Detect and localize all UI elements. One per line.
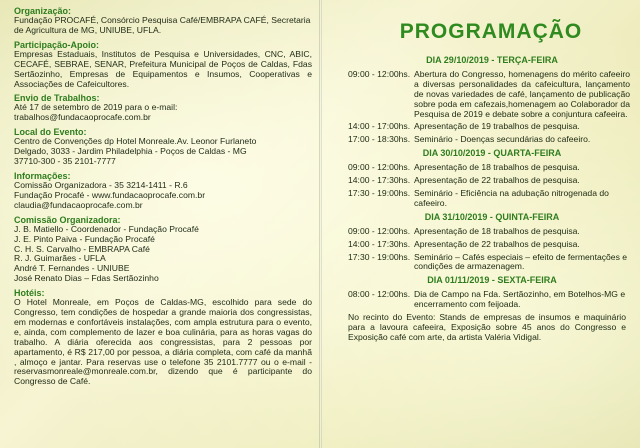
schedule-row bbox=[334, 240, 630, 250]
participacao-heading: Participação-Apoio: bbox=[14, 39, 100, 50]
day-block bbox=[334, 276, 630, 310]
day-block bbox=[334, 213, 630, 273]
schedule-time: 14:00 - 17:30hs. bbox=[348, 175, 411, 186]
schedule-time: 09:00 - 12:00hs. bbox=[348, 162, 411, 173]
schedule-time: 17:00 - 18:30hs. bbox=[348, 134, 411, 145]
organizacao-heading: Organização: bbox=[14, 6, 72, 16]
comissao-section bbox=[14, 215, 312, 284]
local-line: Delgado, 3033 - Jardim Philadelphia - Poços de Caldas - MG bbox=[14, 146, 247, 157]
schedule-time: 08:00 - 12:00hs. bbox=[348, 289, 411, 300]
schedule-desc: Seminário - Doenças secundárias do cafeeiro. bbox=[414, 134, 591, 145]
schedule-desc: Apresentação de 22 trabalhos de pesquisa. bbox=[414, 175, 580, 186]
local-section bbox=[14, 127, 312, 167]
hoteis-heading: Hotéis: bbox=[14, 288, 45, 299]
schedule-time: 09:00 - 12:00hs. bbox=[348, 225, 411, 236]
comissao-member: J. B. Matiello - Coordenador - Fundação Procafé bbox=[14, 223, 199, 234]
schedule-row bbox=[334, 176, 630, 186]
schedule-row bbox=[334, 163, 630, 173]
schedule-desc: Seminário – Cafés especiais – efeito de fermentações e condições de armazenagem. bbox=[414, 251, 628, 272]
schedule-desc: Apresentação de 19 trabalhos de pesquisa. bbox=[414, 121, 580, 132]
organizacao-text: Fundação PROCAFÉ, Consórcio Pesquisa Café/EMBRAPA CAFÉ, Secretaria de Agricultura de MG, UNIUBE, UFLA. bbox=[14, 15, 311, 35]
schedule-time: 14:00 - 17:00hs. bbox=[348, 121, 411, 132]
envio-email[interactable]: trabalhos@fundacaoprocafe.com.br bbox=[14, 112, 151, 123]
local-line: 37710-300 - 35 2101-7777 bbox=[14, 156, 116, 167]
schedule-row bbox=[334, 122, 630, 132]
day-block bbox=[334, 149, 630, 209]
comissao-member: José Renato Dias – Fdas Sertãozinho bbox=[14, 273, 159, 284]
schedule-time: 09:00 - 12:00hs. bbox=[348, 68, 411, 79]
local-heading: Local do Evento: bbox=[14, 127, 87, 138]
organizacao-section bbox=[14, 6, 312, 36]
participacao-text: Empresas Estaduais, Institutos de Pesquisa e Universidades, CNC, ABIC, CECAFÉ, SEBRAE, SENAR, Prefeitura Municipal de Poços de Caldas, Fdas Sertãozinho, Empresas de Equipamentos e Insumos, Cooperativas e Associações de Cafeicultores. bbox=[14, 48, 312, 89]
informacoes-phone: Comissão Organizadora - 35 3214-1411 - R.6 bbox=[14, 179, 188, 190]
informacoes-email[interactable]: claudia@fundacaoprocafe.com.br bbox=[14, 199, 143, 210]
day-heading: DIA 01/11/2019 - SEXTA-FEIRA bbox=[427, 275, 557, 286]
informacoes-heading: Informações: bbox=[14, 170, 71, 181]
comissao-member: C. H. S. Carvalho - EMBRAPA Café bbox=[14, 243, 150, 254]
participacao-section bbox=[14, 40, 312, 90]
hoteis-text: O Hotel Monreale, em Poços de Caldas-MG, escolhido para sede do Congresso, tem condições de hospedar a grande maioria dos congressistas, em modernas e confortáveis instalações, com ampla estrutura para o evento, e, ainda, com complemento de lazer e boa culinária, para as horas vagas do trabalho. A diária oferecida aos congressistas, para 2 pessoas por apartamento, é R$ 217,00 por pessoa, a diária completa, com café da manhã , almoço e jantar. Para reservas use o telefone 35 2101.7777 ou o e-mail - reservasmonreale@monreale.com.br, dizendo que é participante do Congresso de Café. bbox=[14, 297, 312, 387]
fold-divider bbox=[319, 0, 322, 448]
event-footer-note: No recinto do Evento: Stands de empresas de insumos e maquinário para a lavoura cafeeira, Exposição sobre 45 anos do Congresso e Exposição café com arte, da artista Valéria Vidigal. bbox=[348, 312, 626, 342]
day-heading: DIA 31/10/2019 - QUINTA-FEIRA bbox=[424, 211, 560, 222]
programacao-title: PROGRAMAÇÃO bbox=[399, 20, 583, 43]
schedule-time: 14:00 - 17:30hs. bbox=[348, 238, 411, 249]
comissao-heading: Comissão Organizadora: bbox=[14, 214, 121, 225]
schedule-row bbox=[334, 227, 630, 237]
comissao-member: J. E. Pinto Paiva - Fundação Procafé bbox=[14, 233, 155, 244]
informacoes-website[interactable]: Fundação Procafé - www.fundacaoprocafe.com.br bbox=[14, 189, 206, 200]
schedule-time: 17:30 - 19:00hs. bbox=[348, 187, 411, 198]
envio-section bbox=[14, 93, 312, 123]
day-heading: DIA 29/10/2019 - TERÇA-FEIRA bbox=[426, 55, 558, 65]
schedule-desc: Abertura do Congresso, homenagens do mérito cafeeiro a diversas personalidades da cafeicultura, lançamento de novas variedades de café, lançamento de publicação sobre poda em cafezais,homenagem ao Colaborador da Pesquisa de 2019 e debate sobre a conjuntura cafeeira. bbox=[414, 68, 630, 119]
schedule-row bbox=[334, 135, 630, 145]
schedule-desc: Apresentação de 18 trabalhos de pesquisa. bbox=[414, 162, 580, 173]
schedule-row bbox=[334, 70, 630, 120]
schedule-desc: Apresentação de 18 trabalhos de pesquisa. bbox=[414, 225, 580, 236]
local-line: Centro de Convenções dp Hotel Monreale.Av. Leonor Furlaneto bbox=[14, 136, 257, 147]
hoteis-section bbox=[14, 288, 312, 387]
schedule-desc: Dia de Campo na Fda. Sertãozinho, em Botelhos-MG e encerramento com feijoada. bbox=[414, 289, 626, 310]
informacoes-section bbox=[14, 171, 312, 211]
day-block bbox=[334, 56, 630, 145]
schedule-row bbox=[334, 290, 630, 310]
comissao-member: R. J. Guimarães - UFLA bbox=[14, 253, 106, 264]
schedule-row bbox=[334, 253, 630, 273]
schedule-row bbox=[334, 189, 630, 209]
schedule-desc: Apresentação de 22 trabalhos de pesquisa. bbox=[414, 238, 580, 249]
schedule-time: 17:30 - 19:00hs. bbox=[348, 251, 411, 262]
envio-line: Até 17 de setembro de 2019 para o e-mail: bbox=[14, 102, 178, 113]
schedule-desc: Seminário - Eficiência na adubação nitrogenada do cafeeiro. bbox=[414, 187, 609, 208]
comissao-member: André T. Fernandes - UNIUBE bbox=[14, 263, 130, 274]
programacao-column bbox=[320, 0, 640, 448]
envio-heading: Envio de Trabalhos: bbox=[14, 93, 100, 104]
day-heading: DIA 30/10/2019 - QUARTA-FEIRA bbox=[422, 148, 562, 159]
